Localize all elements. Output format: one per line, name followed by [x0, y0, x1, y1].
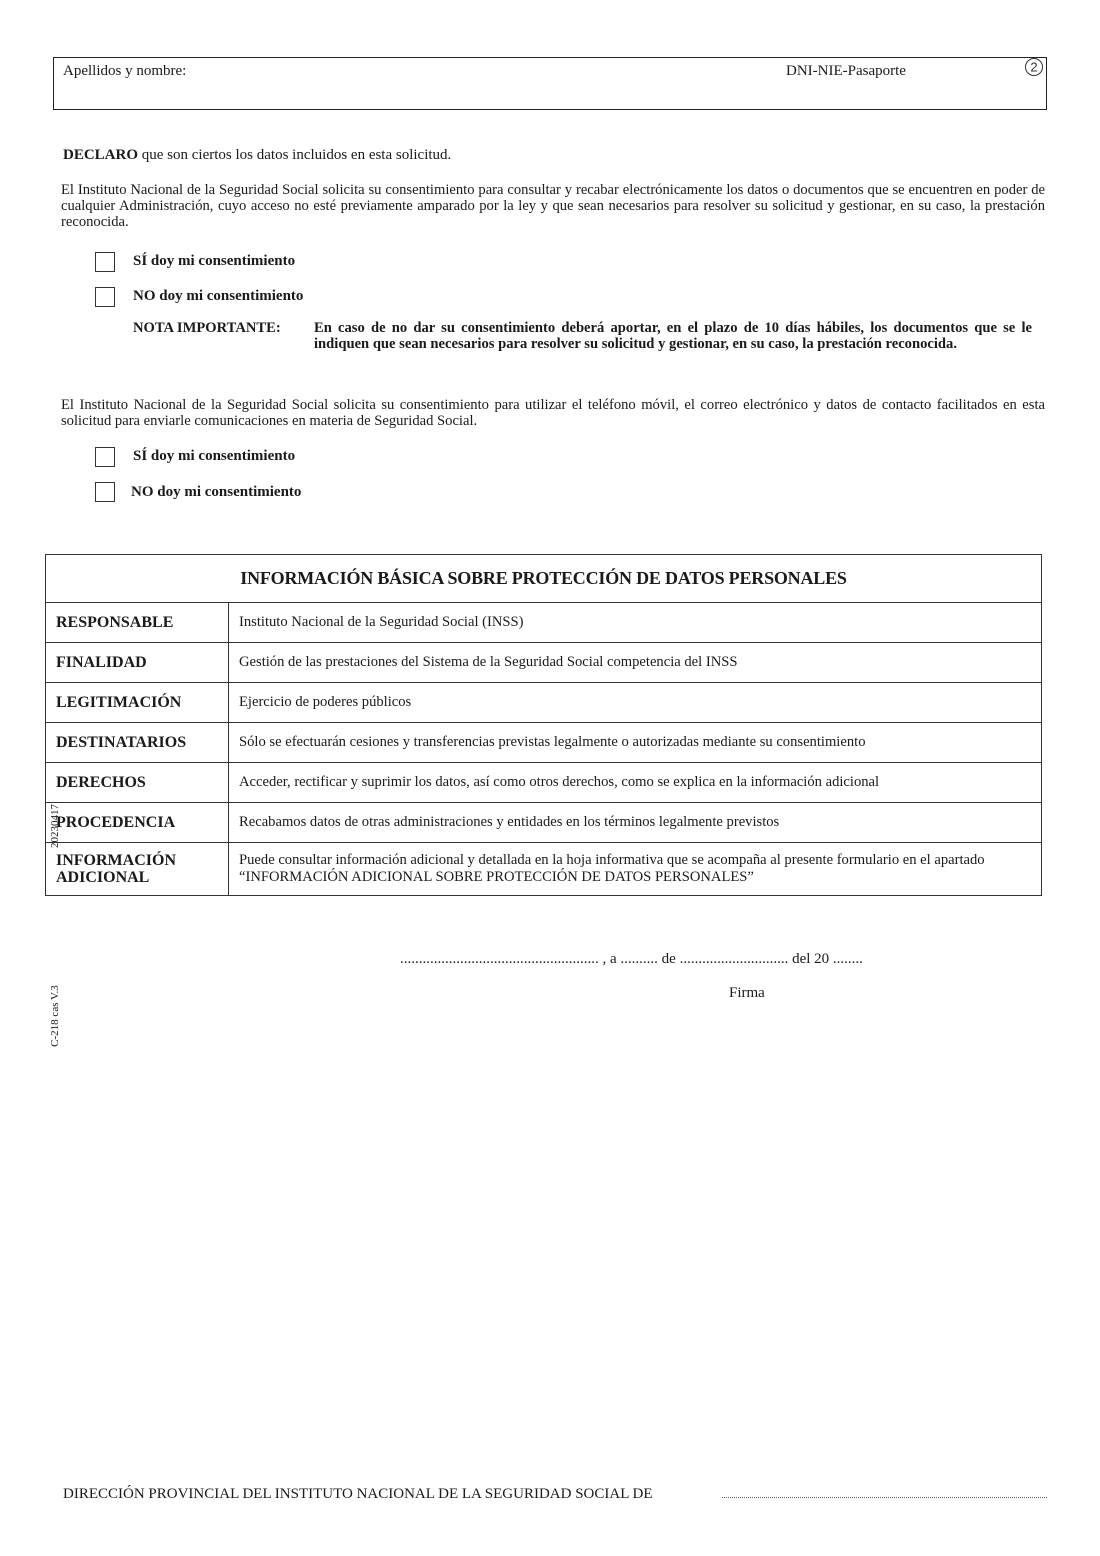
row-key: INFORMACIÓN ADICIONAL — [46, 843, 229, 896]
consent-data-access-no-label: NO doy mi consentimiento — [133, 288, 304, 304]
provincial-office-fill-line[interactable] — [722, 1496, 1047, 1498]
row-value: Ejercicio de poderes públicos — [229, 683, 1042, 723]
table-row — [46, 683, 1042, 723]
name-field-label: Apellidos y nombre: — [63, 63, 187, 79]
row-value: Gestión de las prestaciones del Sistema de la Seguridad Social competencia del INSS — [229, 643, 1042, 683]
important-note-label: NOTA IMPORTANTE: — [133, 320, 281, 336]
consent-contact-no-label: NO doy mi consentimiento — [131, 484, 302, 500]
side-date-code: 20230417 — [49, 804, 61, 848]
table-row — [46, 803, 1042, 843]
id-document-field-label: DNI-NIE-Pasaporte — [786, 63, 906, 79]
table-row — [46, 603, 1042, 643]
declaration-line — [63, 147, 451, 164]
table-row — [46, 643, 1042, 683]
consent-data-access-yes-checkbox[interactable] — [95, 252, 115, 272]
declaration-text: que son ciertos los datos incluidos en esta solicitud. — [138, 147, 452, 163]
consent-data-access-no-checkbox[interactable] — [95, 287, 115, 307]
consent-contact-yes-checkbox[interactable] — [95, 447, 115, 467]
row-key: PROCEDENCIA — [46, 803, 229, 843]
consent-contact-no-checkbox[interactable] — [95, 482, 115, 502]
consent-data-access-yes-label: SÍ doy mi consentimiento — [133, 253, 296, 269]
important-note-text: En caso de no dar su consentimiento deberá aportar, en el plazo de 10 días hábiles, los documentos que se le indiquen que sean necesarios para resolver su solicitud y gestionar, en su caso, la prestación reconocida. — [314, 320, 1032, 352]
row-key: DESTINATARIOS — [46, 723, 229, 763]
side-form-reference: C-218 cas V.3 — [49, 985, 61, 1047]
page-number-text: 2 — [1030, 59, 1038, 75]
declaration-lead: DECLARO — [63, 147, 139, 163]
row-value: Acceder, rectificar y suprimir los datos, así como otros derechos, como se explica en la información adicional — [229, 763, 1042, 803]
place-date-line: ..................................................... , a .......... de ............................. del 20 ........ — [400, 951, 863, 967]
row-value: Recabamos datos de otras administraciones y entidades en los términos legalmente previstos — [229, 803, 1042, 843]
signature-label: Firma — [729, 985, 765, 1001]
consent-contact-text: El Instituto Nacional de la Seguridad Social solicita su consentimiento para utilizar el teléfono móvil, el correo electrónico y datos de contacto facilitados en esta solicitud para enviarle comunicaciones en materia de Seguridad Social. — [61, 397, 1045, 429]
consent-data-access-text: El Instituto Nacional de la Seguridad Social solicita su consentimiento para consultar y recabar electrónicamente los datos o documentos que se encuentren en poder de cualquier Administración, cuyo acceso no esté previamente amparado por la ley y que sean necesarios para resolver su solicitud y gestionar, en su caso, la prestación reconocida. — [61, 182, 1045, 230]
consent-contact-yes-label: SÍ doy mi consentimiento — [133, 448, 296, 464]
row-value: Instituto Nacional de la Seguridad Social (INSS) — [229, 603, 1042, 643]
row-value: Puede consultar información adicional y detallada en la hoja informativa que se acompaña al presente formulario en el apartado “INFORMACIÓN ADICIONAL SOBRE PROTECCIÓN DE DATOS PERSONALES” — [229, 843, 1042, 896]
row-key: LEGITIMACIÓN — [46, 683, 229, 723]
page-number-badge — [1024, 57, 1044, 77]
provincial-office-line: DIRECCIÓN PROVINCIAL DEL INSTITUTO NACIONAL DE LA SEGURIDAD SOCIAL DE — [63, 1486, 653, 1502]
row-key: DERECHOS — [46, 763, 229, 803]
row-value: Sólo se efectuarán cesiones y transferencias previstas legalmente o autorizadas mediante su consentimiento — [229, 723, 1042, 763]
table-row — [46, 843, 1042, 896]
table-row — [46, 763, 1042, 803]
data-protection-table — [45, 554, 1042, 896]
table-row — [46, 723, 1042, 763]
row-key: FINALIDAD — [46, 643, 229, 683]
data-protection-title: INFORMACIÓN BÁSICA SOBRE PROTECCIÓN DE DATOS PERSONALES — [46, 555, 1042, 603]
row-key: RESPONSABLE — [46, 603, 229, 643]
